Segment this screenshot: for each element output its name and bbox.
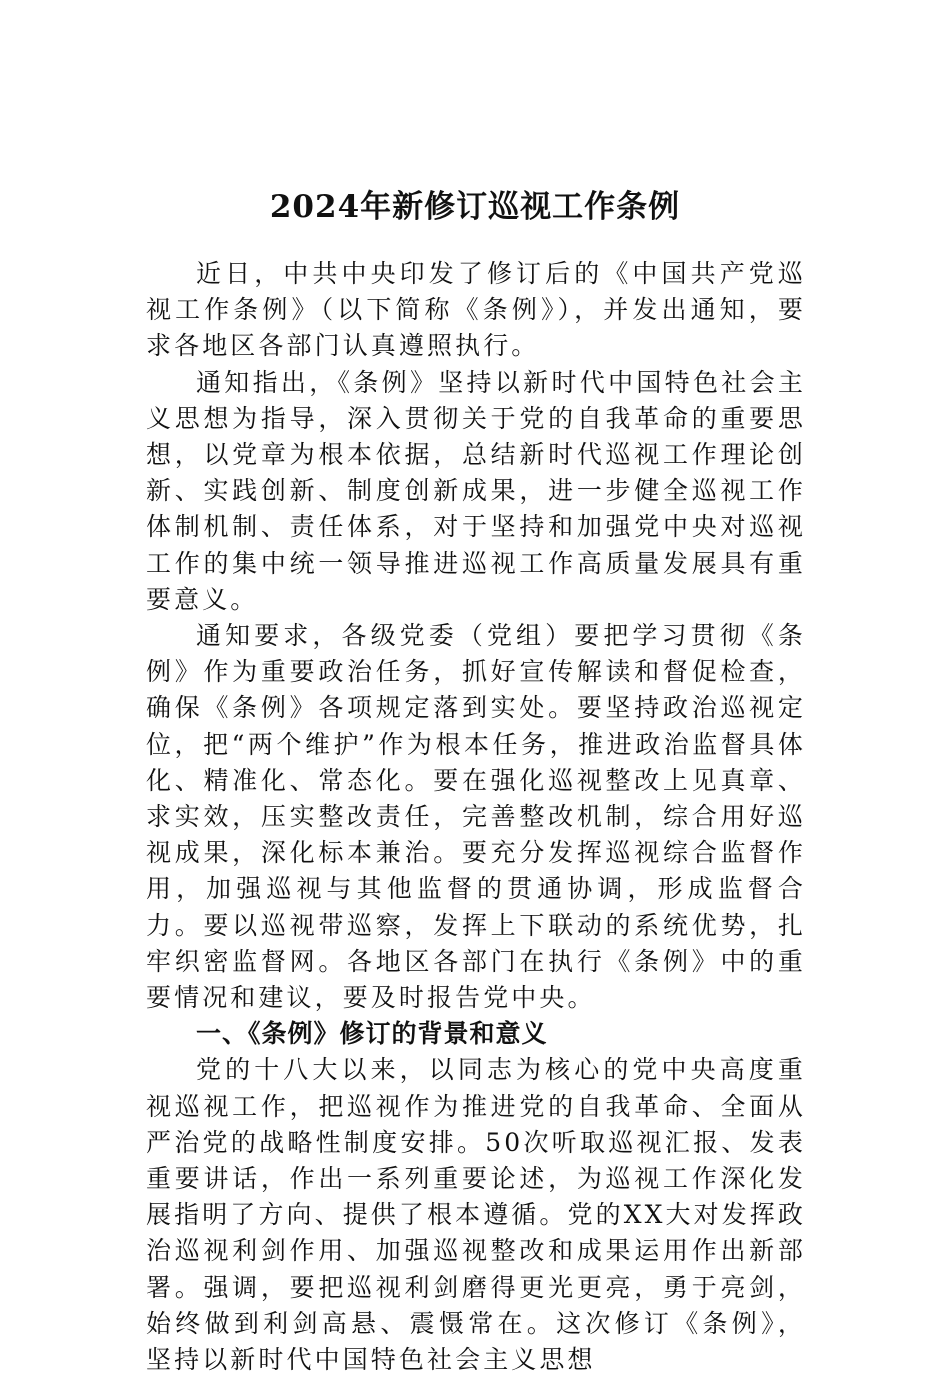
document-body [146, 256, 806, 1378]
paragraph-intro: 近日，中共中央印发了修订后的《中国共产党巡视工作条例》（以下简称《条例》），并发出通知，要求各地区各部门认真遵照执行。 [146, 259, 806, 361]
section-heading: 一、《条例》修订的背景和意义 [196, 1019, 548, 1049]
paragraph-background: 党的十八大以来，以同志为核心的党中央高度重视巡视工作，把巡视作为推进党的自我革命、全面从严治党的战略性制度安排。50次听取巡视汇报、发表重要讲话，作出一系列重要论述，为巡视工作深化发展指明了方向、提供了根本遵循。党的XX大对发挥政治巡视利剑作用、加强巡视整改和成果运用作出新部署。强调，要把巡视利剑磨得更光更亮，勇于亮剑，始终做到利剑高悬、震慑常在。这次修订《条例》，坚持以新时代中国特色社会主义思想 [146, 1055, 806, 1375]
document-title: 2024年新修订巡视工作条例 [269, 188, 681, 225]
paragraph-notice-points: 通知指出，《条例》坚持以新时代中国特色社会主义思想为指导，深入贯彻关于党的自我革命的重要思想，以党章为根本依据，总结新时代巡视工作理论创新、实践创新、制度创新成果，进一步健全巡视工作体制机制、责任体系，对于坚持和加强党中央对巡视工作的集中统一领导推进巡视工作高质量发展具有重要意义。 [146, 367, 806, 614]
paragraph-notice-requirements: 通知要求，各级党委（党组）要把学习贯彻《条例》作为重要政治任务，抓好宣传解读和督促检查，确保《条例》各项规定落到实处。要坚持政治巡视定位，把“两个维护”作为根本任务，推进政治监督具体化、精准化、常态化。要在强化巡视整改上见真章、求实效，压实整改责任，完善整改机制，综合用好巡视成果，深化标本兼治。要充分发挥巡视综合监督作用，加强巡视与其他监督的贯通协调，形成监督合力。要以巡视带巡察，发挥上下联动的系统优势，扎牢织密监督网。各地区各部门在执行《条例》中的重要情况和建议，要及时报告党中央。 [146, 621, 806, 1013]
